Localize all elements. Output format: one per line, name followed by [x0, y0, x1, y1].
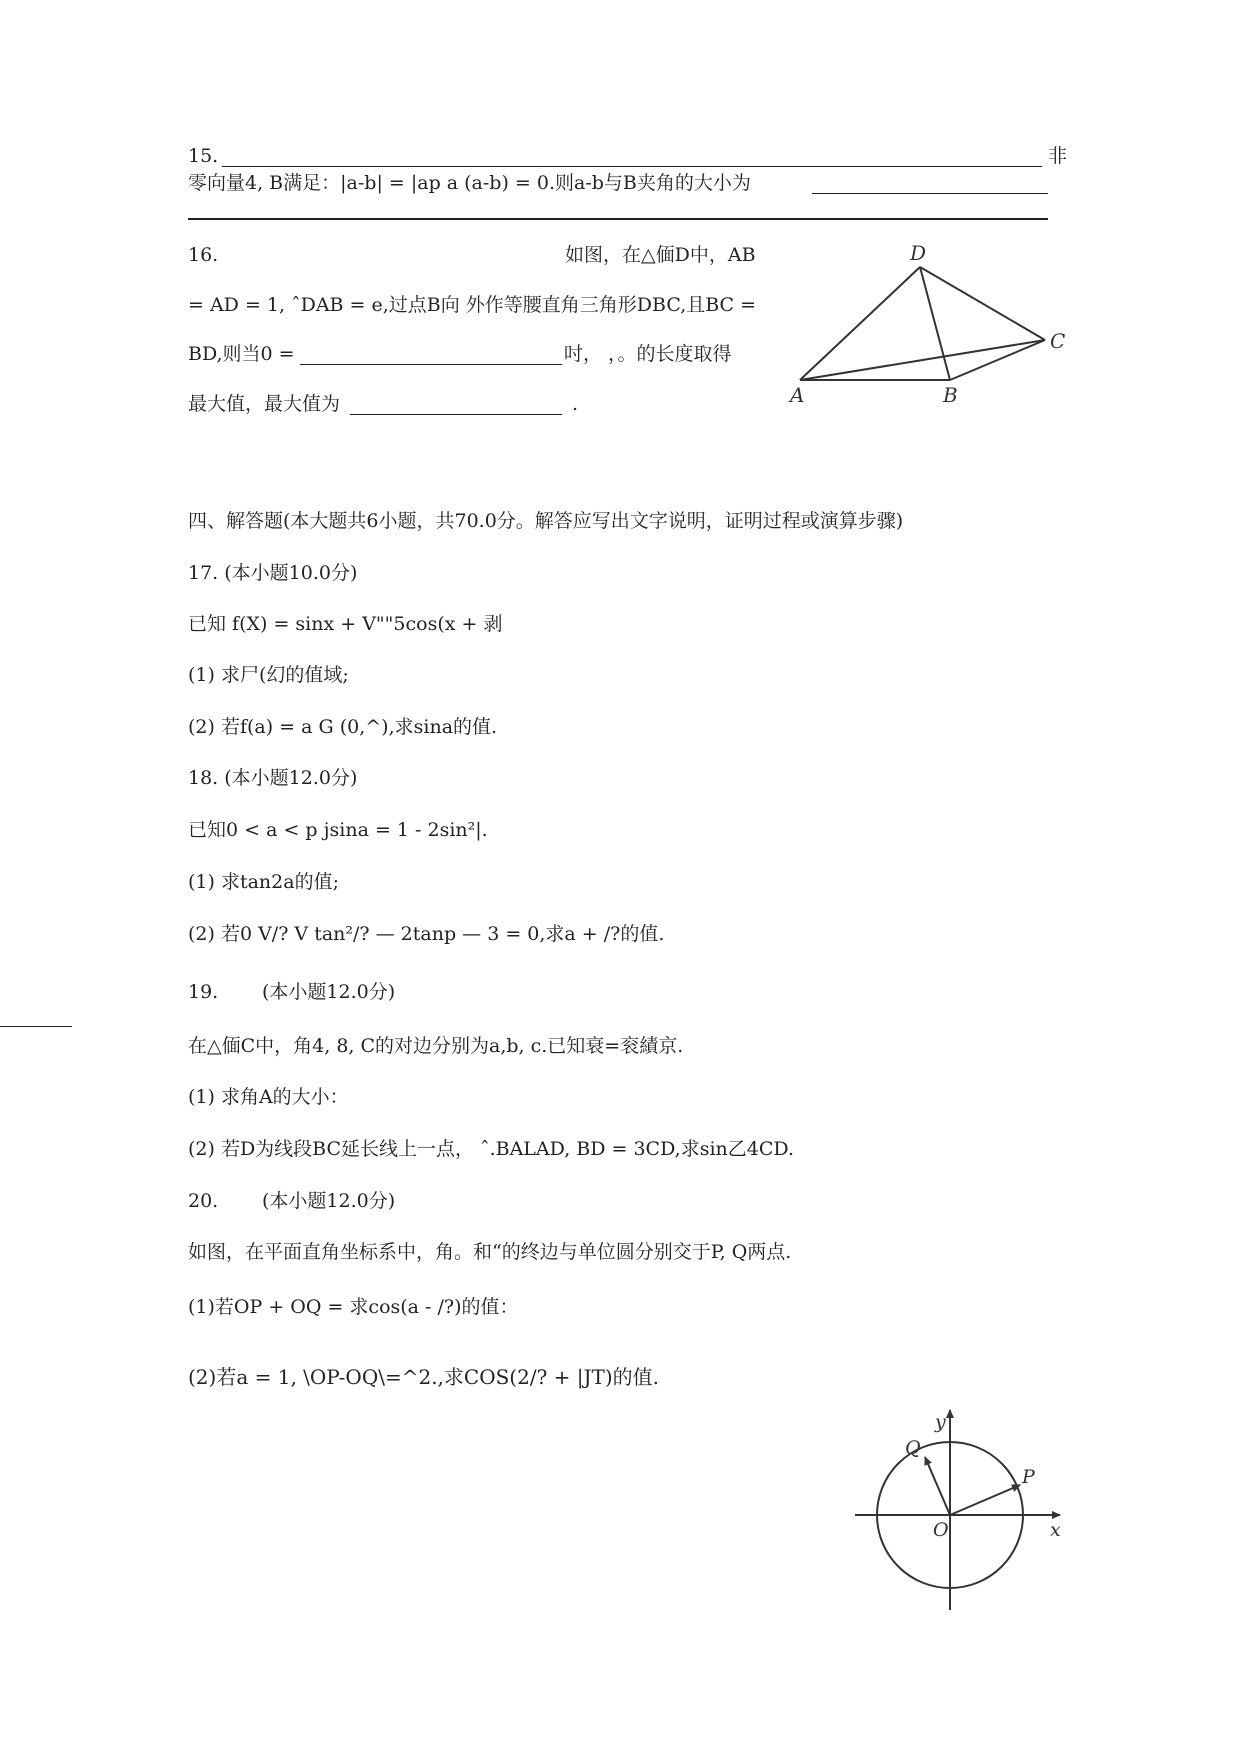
label-O: O [933, 1519, 949, 1541]
segment-BC [950, 340, 1045, 380]
q20-number: 20. [188, 1190, 219, 1212]
label-P: P [1022, 1466, 1035, 1488]
q15-line-end-char: 非 [1048, 145, 1068, 167]
vector-OP [950, 1485, 1020, 1515]
q20-unit-circle-figure [850, 1405, 1080, 1615]
q19-part1: (1) 求角A的大小： [188, 1086, 349, 1108]
q18-given: 已知0 < a < p jsina = 1 - 2sin²|. [188, 819, 488, 841]
label-Q: Q [905, 1437, 921, 1459]
q19-number: 19. [188, 981, 219, 1003]
section4-heading: 四、解答题(本大题共6小题，共70.0分。解答应写出文字说明，证明过程或演算步骤) [188, 510, 904, 532]
q18-part1: (1) 求tan2a的值; [188, 871, 339, 893]
q16-text-line3b: 吋， ，。的长度取得 [564, 343, 732, 365]
q16-text-line1: 如图，在△偭D中，AB [565, 244, 756, 266]
q18-header: 18. (本小题12.0分) [188, 767, 358, 789]
q15-answer-blank[interactable] [222, 166, 1042, 167]
q16-number: 16. [188, 244, 219, 266]
margin-mark [0, 1026, 72, 1027]
q16-text-line4b: . [572, 393, 579, 415]
q16-max-value-blank[interactable] [350, 414, 562, 415]
q20-part2: (2)若a = 1, \OP-OQ\=^2.,求COS(2/? + |JT)的值. [188, 1365, 660, 1389]
q20-score: (本小题12.0分) [262, 1190, 396, 1212]
q18-part2: (2) 若0 V/? V tan²/? — 2tanp — 3 = 0,求a + /?的值. [188, 923, 665, 945]
q17-part1: (1) 求尸(幻的值域; [188, 664, 349, 686]
label-x: x [1050, 1519, 1061, 1541]
segment-DC [920, 267, 1045, 340]
label-y: y [935, 1411, 946, 1433]
q17-header: 17. (本小题10.0分) [188, 562, 358, 584]
q19-part2: (2) 若D为线段BC延长线上一点， ˆ.BALAD, BD = 3CD,求sin乙4CD. [188, 1138, 794, 1160]
q16-theta-blank[interactable] [300, 364, 562, 365]
q20-part1: (1)若OP + OQ = 求cos(a - /?)的值： [188, 1296, 519, 1318]
q19-given: 在△偭C中，角4, 8, C的对边分别为a,b, c.已知衰=衮績京. [188, 1035, 684, 1057]
vector-OQ [925, 1457, 950, 1515]
label-C: C [1050, 329, 1066, 353]
q16-text-line3a: BD,则当0 = [188, 343, 295, 365]
q15-number: 15. [188, 145, 219, 167]
q16-text-line2: = AD = 1, ˆDAB = e,过点B向 外作等腰直角三角形DBC,且BC = [188, 294, 757, 316]
label-D: D [910, 241, 927, 265]
q17-given: 已知 f(X) = sinx + V""5cos(x + 剥 [188, 613, 503, 635]
q20-given: 如图，在平面直角坐标系中，角。和“的终边与单位圆分别交于P, Q两点. [188, 1241, 792, 1263]
q17-part2: (2) 若f(a) = a G (0,^),求sina的值. [188, 716, 498, 738]
q15-divider-rule [188, 218, 1048, 220]
q15-angle-blank[interactable] [812, 193, 1048, 194]
q16-triangle-figure [780, 240, 1080, 415]
q19-score: (本小题12.0分) [262, 981, 396, 1003]
label-A: A [790, 383, 805, 407]
q15-question-text: 零向量4, B满足：|a-b| = |ap a (a-b) = 0.则a-b与B夹角的大小为 [188, 172, 751, 194]
q16-text-line4a: 最大值，最大值为 [188, 393, 341, 415]
label-B: B [943, 383, 958, 407]
segment-DB [920, 267, 950, 380]
